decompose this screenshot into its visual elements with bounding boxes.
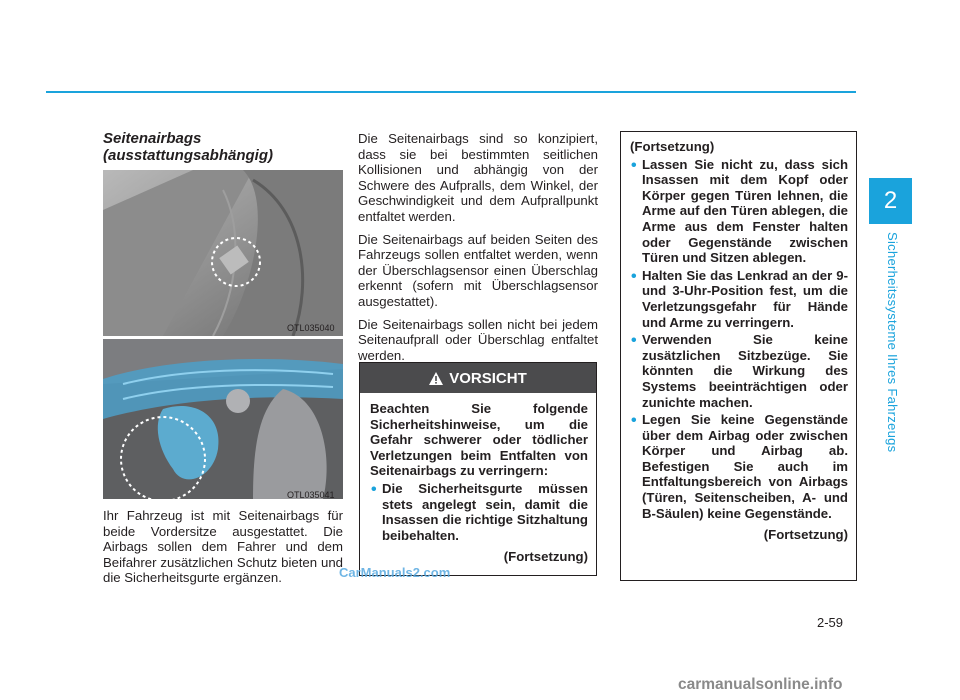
- caution-intro: Beachten Sie folgende Sicherheitshinweise, um die Gefahr schwerer oder tödlicher Verletzungen beim Entfalten von Seitenairbags zu verringern:: [370, 401, 588, 479]
- page-number: 2-59: [817, 615, 844, 630]
- middle-paragraph-3: Die Seitenairbags sollen nicht bei jedem Seitenaufprall oder Überschlag entfaltet werden.: [358, 316, 598, 363]
- continued-label-bottom: (Fortsetzung): [763, 527, 848, 543]
- image-code-2: OTL035041: [287, 490, 335, 500]
- side-airbag-deployment-illustration: [103, 339, 343, 499]
- left-paragraph: Ihr Fahrzeug ist mit Seitenairbags für beide Vordersitze ausgestattet. Die Airbags sollen dem Fahrer und dem Beifahrer zusätzlichen Schutz bieten und die Sicherheitsgurte ergänzen.: [103, 508, 343, 586]
- right-bullet-text-1: Lassen Sie nicht zu, dass sich Insassen mit dem Kopf oder Körper gegen Türen lehnen, die Arme auf den Türen ablegen, die Arme aus dem Fenster halten oder Gegenstände zwischen Türen und Sitzen ablegen.: [642, 156, 848, 266]
- chapter-title: Sicherheitssysteme Ihres Fahrzeugs: [885, 232, 900, 453]
- warning-triangle-icon: [429, 372, 443, 385]
- footer-watermark[interactable]: carmanualsonline.info: [678, 676, 843, 693]
- right-bullet-text-3: Verwenden Sie keine zusätzlichen Sitzbezüge. Sie könnten die Wirkung des Systems beeinträchtigen oder zunichte machen.: [642, 332, 848, 410]
- continued-label-top: (Fortsetzung): [630, 139, 715, 154]
- caution-continued: (Fortsetzung): [503, 549, 588, 565]
- bullet-icon: •: [631, 156, 637, 174]
- bullet-icon: •: [631, 412, 637, 430]
- chapter-number: 2: [883, 187, 898, 214]
- right-bullet-1: [630, 157, 848, 266]
- right-bullet-2: [630, 268, 848, 330]
- section-heading: [103, 130, 343, 164]
- middle-paragraph-1: Die Seitenairbags sind so konzipiert, dass sie bei bestimmten seitlichen Kollisionen und abhängig von der Schwere des Aufpralls, dem Winkel, der Geschwindigkeit und dem Aufprallpunkt entfaltet werden.: [358, 131, 598, 224]
- watermark-link[interactable]: CarManuals2.com: [339, 565, 451, 580]
- caution-bullet-text: Die Sicherheitsgurte müssen stets angelegt sein, damit die Insassen die richtige Sitzhaltung beibehalten.: [382, 480, 588, 543]
- caution-bullet: [370, 481, 588, 543]
- right-bullet-4: [630, 412, 848, 521]
- right-bullet-3: [630, 332, 848, 410]
- caution-continuation-box: [620, 131, 857, 581]
- header-rule: [46, 91, 856, 93]
- middle-paragraph-2: Die Seitenairbags auf beiden Seiten des Fahrzeugs sollen entfaltet werden, wenn der Überschlagsensor einen Überschlag erkennt (sofern mit Überschlagsensor ausgestattet).: [358, 231, 598, 309]
- bullet-icon: •: [631, 267, 637, 285]
- right-bullet-text-4: Legen Sie keine Gegenstände über dem Airbag oder zwischen Körper und Airbag ab. Befestigen Sie auch im Entfaltungsbereich von Airbags (Türen, Seitenscheiben, A- und B-Säulen) keine Gegenstände.: [642, 412, 848, 521]
- chapter-tab: [869, 178, 912, 224]
- caution-box: [359, 362, 597, 576]
- middle-paragraphs: [358, 131, 598, 370]
- image-code-1: OTL035040: [287, 323, 335, 333]
- caution-title: VORSICHT: [449, 369, 527, 387]
- caution-body: [360, 393, 596, 564]
- caution-header: [360, 363, 596, 393]
- bullet-icon: •: [631, 332, 637, 350]
- heading-line-1: Seitenairbags: [103, 130, 202, 147]
- bullet-icon: •: [371, 480, 377, 498]
- right-bullet-text-2: Halten Sie das Lenkrad an der 9- und 3-Uhr-Position fest, um die Verletzungsgefahr für Hände und Arme zu verringern.: [642, 267, 848, 330]
- seat-airbag-illustration: [103, 170, 343, 336]
- left-paragraph-block: [103, 508, 343, 586]
- heading-line-2: (ausstattungsabhängig): [103, 147, 274, 164]
